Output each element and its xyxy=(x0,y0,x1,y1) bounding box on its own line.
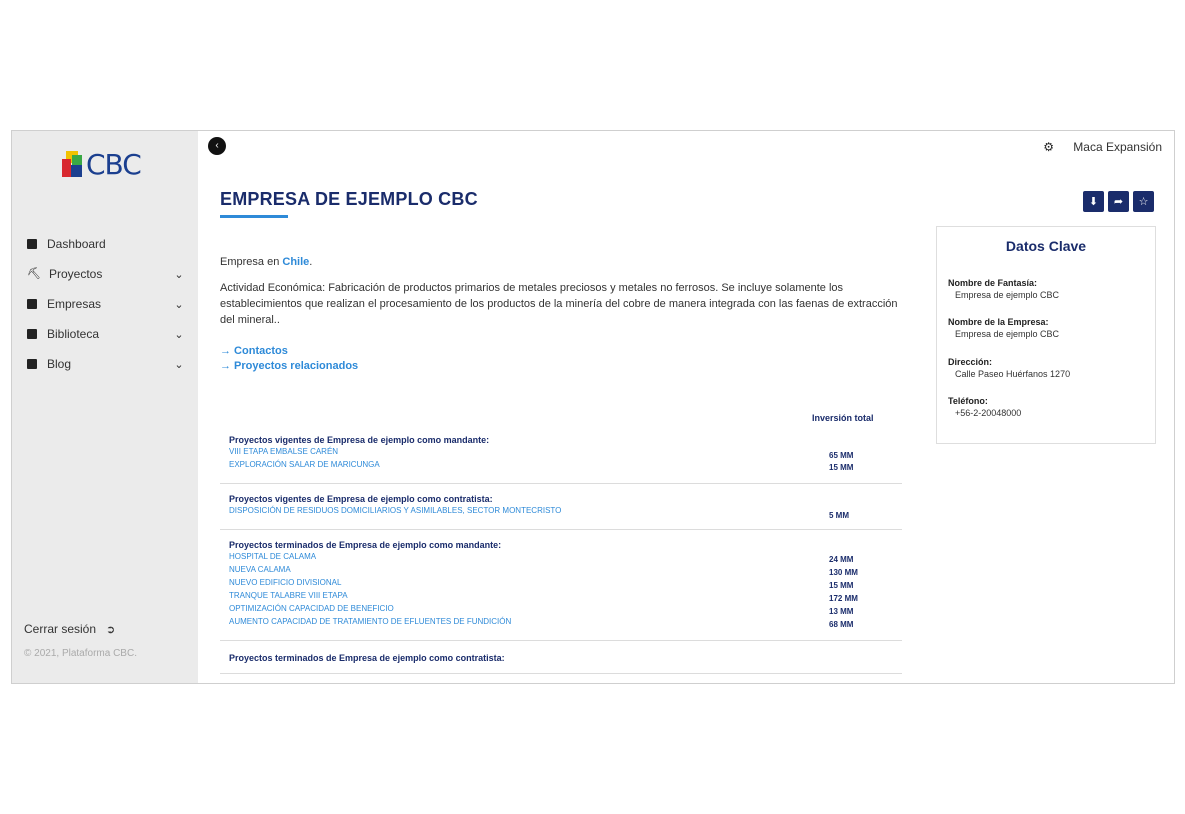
blog-icon xyxy=(27,359,37,369)
cbc-logo[interactable] xyxy=(62,147,141,181)
key-field-label: Nombre de Fantasía: xyxy=(948,278,1038,288)
project-link[interactable]: NUEVA CALAMA xyxy=(229,565,291,574)
page-actions xyxy=(1083,191,1154,212)
building-icon xyxy=(27,299,37,309)
cbc-logo-mark-icon xyxy=(62,151,84,177)
section-title: Proyectos terminados de Empresa de ejemplo como mandante: xyxy=(229,540,502,550)
sidebar-item-empresas[interactable] xyxy=(12,289,198,319)
gear-icon[interactable]: ⚙ xyxy=(1043,140,1054,154)
table-row xyxy=(229,506,889,519)
collapse-sidebar-button[interactable]: ‹ xyxy=(208,137,226,155)
title-underline xyxy=(220,215,288,218)
table-row xyxy=(229,604,889,617)
sidebar-item-proyectos[interactable] xyxy=(12,259,198,289)
country-prefix: Empresa en xyxy=(220,256,283,268)
projects-section xyxy=(220,653,902,674)
sidebar-item-label: Biblioteca xyxy=(47,327,100,341)
share-icon: ➦ xyxy=(1113,196,1124,208)
table-row xyxy=(229,447,889,460)
project-link[interactable]: TRANQUE TALABRE VIII ETAPA xyxy=(229,591,348,600)
project-link[interactable]: VIII ETAPA EMBALSE CARÉN xyxy=(229,447,339,456)
star-icon: ☆ xyxy=(1138,196,1149,208)
copyright: © 2021, Plataforma CBC. xyxy=(24,648,137,659)
sidebar-item-label: Proyectos xyxy=(49,267,103,281)
related-links xyxy=(220,345,358,375)
sidebar-item-label: Dashboard xyxy=(47,237,106,251)
main-content xyxy=(198,131,1174,683)
project-investment: 172 MM xyxy=(829,594,858,603)
sidebar-item-label: Blog xyxy=(47,357,72,371)
page-title: EMPRESA DE EJEMPLO CBC xyxy=(220,189,478,209)
project-investment: 24 MM xyxy=(829,555,854,564)
project-investment: 65 MM xyxy=(829,451,854,460)
project-link[interactable]: OPTIMIZACIÓN CAPACIDAD DE BENEFICIO xyxy=(229,604,394,613)
project-investment: 15 MM xyxy=(829,463,854,472)
projects-section xyxy=(220,435,902,484)
download-button[interactable] xyxy=(1083,191,1104,212)
key-field xyxy=(948,357,1070,379)
sidebar-item-dashboard[interactable] xyxy=(12,229,198,259)
sidebar-nav xyxy=(12,229,198,379)
key-data-title: Datos Clave xyxy=(1005,238,1087,254)
download-icon: ⬇ xyxy=(1088,196,1099,208)
investment-header: Inversión total xyxy=(812,413,874,423)
economic-activity: Actividad Económica: Fabricación de productos primarios de metales preciosos y metales no ferrosos. Se incluye solamente los establecimientos que realizan el procesamiento de los productos de la minería del cobre de manera integrada con las faenas de extracción del mineral.. xyxy=(220,282,898,326)
table-row xyxy=(229,565,889,578)
key-field xyxy=(948,317,1059,339)
sign-out-icon: ➲ xyxy=(106,623,116,636)
sidebar-item-blog[interactable] xyxy=(12,349,198,379)
section-title: Proyectos vigentes de Empresa de ejemplo como mandante: xyxy=(229,435,490,445)
logout-label: Cerrar sesión xyxy=(24,622,97,636)
sidebar-item-label: Empresas xyxy=(47,297,102,311)
table-row xyxy=(229,552,889,565)
section-title: Proyectos vigentes de Empresa de ejemplo como contratista: xyxy=(229,494,493,504)
table-row xyxy=(229,460,889,473)
table-row xyxy=(229,617,889,630)
chevron-down-icon: ⌄ xyxy=(174,358,184,371)
project-investment: 15 MM xyxy=(829,581,854,590)
chevron-down-icon: ⌄ xyxy=(174,268,184,281)
project-investment: 130 MM xyxy=(829,568,858,577)
key-field-value: Calle Paseo Huérfanos 1270 xyxy=(955,369,1071,379)
country-link[interactable]: Chile xyxy=(282,256,310,268)
chevron-down-icon: ⌄ xyxy=(174,328,184,341)
key-field-label: Dirección: xyxy=(948,357,993,367)
key-field-value: Empresa de ejemplo CBC xyxy=(955,329,1060,339)
sidebar xyxy=(12,131,198,683)
logout-button[interactable] xyxy=(24,622,115,636)
related-projects-link[interactable]: → Proyectos relacionados xyxy=(220,360,359,372)
sidebar-item-biblioteca[interactable] xyxy=(12,319,198,349)
project-investment: 13 MM xyxy=(829,607,854,616)
key-field-label: Teléfono: xyxy=(948,396,988,406)
project-link[interactable]: HOSPITAL DE CALAMA xyxy=(229,552,317,561)
key-field xyxy=(948,278,1059,300)
project-link[interactable]: NUEVO EDIFICIO DIVISIONAL xyxy=(229,578,342,587)
user-menu[interactable]: Maca Expansión xyxy=(1073,140,1162,154)
table-row xyxy=(229,578,889,591)
workers-icon: ⛏ xyxy=(27,268,41,280)
logo-text: CBC xyxy=(86,147,141,181)
projects-section xyxy=(220,540,902,641)
dashboard-icon xyxy=(27,239,37,249)
app-window xyxy=(11,130,1175,684)
favorite-button[interactable] xyxy=(1133,191,1154,212)
book-icon xyxy=(27,329,37,339)
project-link[interactable]: DISPOSICIÓN DE RESIDUOS DOMICILIARIOS Y ASIMILABLES, SECTOR MONTECRISTO xyxy=(229,506,562,515)
key-field xyxy=(948,396,1021,418)
project-link[interactable]: EXPLORACIÓN SALAR DE MARICUNGA xyxy=(229,460,380,469)
project-investment: 5 MM xyxy=(829,511,849,520)
project-link[interactable]: AUMENTO CAPACIDAD DE TRATAMIENTO DE EFLUENTES DE FUNDICIÓN xyxy=(229,617,512,626)
projects-section xyxy=(220,494,902,530)
company-country xyxy=(220,256,312,268)
key-field-value: Empresa de ejemplo CBC xyxy=(955,290,1060,300)
key-data-card xyxy=(936,226,1156,444)
table-row xyxy=(229,591,889,604)
chevron-down-icon: ⌄ xyxy=(174,298,184,311)
contacts-link[interactable]: → Contactos xyxy=(220,345,288,357)
project-investment: 68 MM xyxy=(829,620,854,629)
share-button[interactable] xyxy=(1108,191,1129,212)
key-field-label: Nombre de la Empresa: xyxy=(948,317,1049,327)
section-title: Proyectos terminados de Empresa de ejemplo como contratista: xyxy=(229,653,505,663)
key-field-value: +56-2-20048000 xyxy=(955,408,1022,418)
country-suffix: . xyxy=(309,256,313,268)
